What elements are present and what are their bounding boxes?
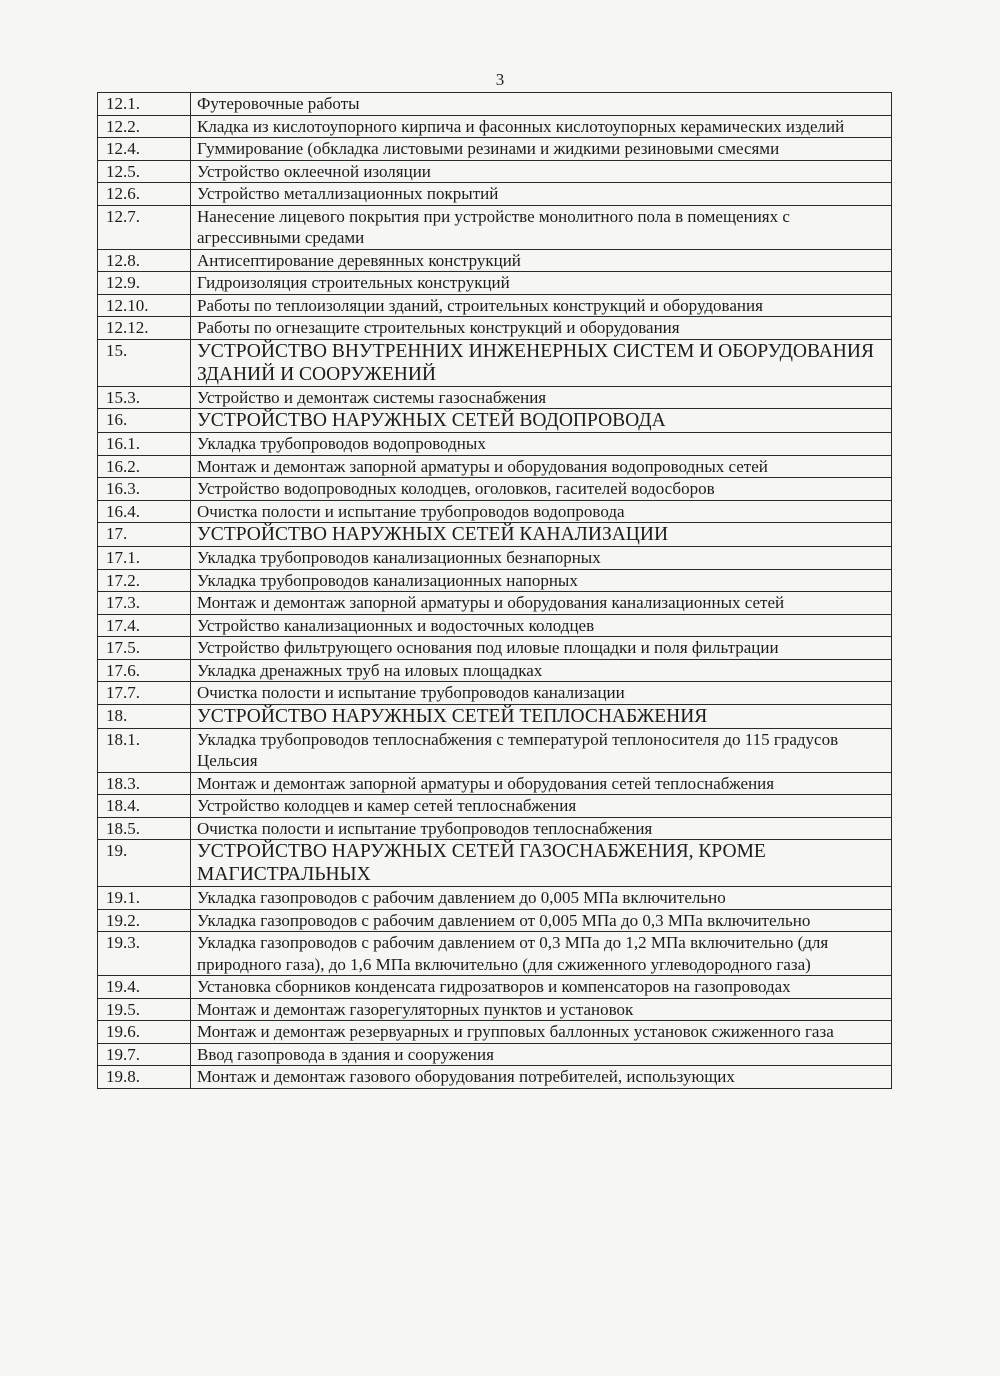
row-number: 19.6. [98, 1021, 191, 1044]
section-title: УСТРОЙСТВО ВНУТРЕННИХ ИНЖЕНЕРНЫХ СИСТЕМ И ОБОРУДОВАНИЯ ЗДАНИЙ И СООРУЖЕНИЙ [191, 339, 892, 386]
row-number: 12.4. [98, 138, 191, 161]
table-row [98, 569, 892, 592]
table-row [98, 909, 892, 932]
row-number: 15.3. [98, 386, 191, 409]
section-row [98, 704, 892, 728]
row-number: 18.1. [98, 728, 191, 772]
table-row [98, 183, 892, 206]
row-number: 12.1. [98, 93, 191, 116]
row-number: 17. [98, 523, 191, 547]
work-title: Очистка полости и испытание трубопроводов теплоснабжения [191, 817, 892, 840]
table-row [98, 386, 892, 409]
row-number: 17.3. [98, 592, 191, 615]
table-row [98, 317, 892, 340]
work-title: Укладка трубопроводов теплоснабжения с температурой теплоносителя до 115 градусов Цельсия [191, 728, 892, 772]
row-number: 18. [98, 704, 191, 728]
work-title: Монтаж и демонтаж запорной арматуры и оборудования канализационных сетей [191, 592, 892, 615]
work-title: Работы по огнезащите строительных конструкций и оборудования [191, 317, 892, 340]
row-number: 17.7. [98, 682, 191, 705]
table-row [98, 637, 892, 660]
table-row [98, 817, 892, 840]
row-number: 19.4. [98, 976, 191, 999]
work-title: Антисептирование деревянных конструкций [191, 249, 892, 272]
work-title: Устройство канализационных и водосточных колодцев [191, 614, 892, 637]
row-number: 16.1. [98, 433, 191, 456]
table-row [98, 500, 892, 523]
row-number: 16.4. [98, 500, 191, 523]
table-row [98, 659, 892, 682]
row-number: 19. [98, 840, 191, 887]
row-number: 15. [98, 339, 191, 386]
row-number: 17.2. [98, 569, 191, 592]
work-title: Устройство оклеечной изоляции [191, 160, 892, 183]
work-title: Укладка газопроводов с рабочим давлением от 0,005 МПа до 0,3 МПа включительно [191, 909, 892, 932]
work-title: Монтаж и демонтаж запорной арматуры и оборудования сетей теплоснабжения [191, 772, 892, 795]
section-title: УСТРОЙСТВО НАРУЖНЫХ СЕТЕЙ ТЕПЛОСНАБЖЕНИЯ [191, 704, 892, 728]
section-title: УСТРОЙСТВО НАРУЖНЫХ СЕТЕЙ КАНАЛИЗАЦИИ [191, 523, 892, 547]
work-title: Устройство и демонтаж системы газоснабжения [191, 386, 892, 409]
table-row [98, 887, 892, 910]
row-number: 18.4. [98, 795, 191, 818]
section-row [98, 339, 892, 386]
row-number: 19.8. [98, 1066, 191, 1089]
work-title: Устройство колодцев и камер сетей теплоснабжения [191, 795, 892, 818]
row-number: 12.8. [98, 249, 191, 272]
row-number: 16.3. [98, 478, 191, 501]
table-row [98, 138, 892, 161]
row-number: 12.9. [98, 272, 191, 295]
work-title: Установка сборников конденсата гидрозатворов и компенсаторов на газопроводах [191, 976, 892, 999]
section-title: УСТРОЙСТВО НАРУЖНЫХ СЕТЕЙ ВОДОПРОВОДА [191, 409, 892, 433]
row-number: 16.2. [98, 455, 191, 478]
work-title: Устройство фильтрующего основания под иловые площадки и поля фильтрации [191, 637, 892, 660]
row-number: 19.3. [98, 932, 191, 976]
row-number: 19.7. [98, 1043, 191, 1066]
work-title: Устройство водопроводных колодцев, оголовков, гасителей водосборов [191, 478, 892, 501]
row-number: 12.10. [98, 294, 191, 317]
table-row [98, 547, 892, 570]
row-number: 12.6. [98, 183, 191, 206]
work-title: Укладка трубопроводов водопроводных [191, 433, 892, 456]
work-title: Укладка газопроводов с рабочим давлением от 0,3 МПа до 1,2 МПа включительно (для природного газа), до 1,6 МПа включительно (для сжиженного углеводородного газа) [191, 932, 892, 976]
work-title: Гуммирование (обкладка листовыми резинами и жидкими резиновыми смесями [191, 138, 892, 161]
row-number: 17.1. [98, 547, 191, 570]
work-title: Нанесение лицевого покрытия при устройстве монолитного пола в помещениях с агрессивными средами [191, 205, 892, 249]
table-row [98, 1066, 892, 1089]
table-row [98, 478, 892, 501]
table-row [98, 998, 892, 1021]
works-table-body [98, 93, 892, 1089]
table-row [98, 682, 892, 705]
section-row [98, 840, 892, 887]
section-title: УСТРОЙСТВО НАРУЖНЫХ СЕТЕЙ ГАЗОСНАБЖЕНИЯ, КРОМЕ МАГИСТРАЛЬНЫХ [191, 840, 892, 887]
table-row [98, 1021, 892, 1044]
work-title: Гидроизоляция строительных конструкций [191, 272, 892, 295]
row-number: 19.1. [98, 887, 191, 910]
table-row [98, 115, 892, 138]
row-number: 19.2. [98, 909, 191, 932]
row-number: 17.6. [98, 659, 191, 682]
table-row [98, 272, 892, 295]
row-number: 18.3. [98, 772, 191, 795]
table-row [98, 772, 892, 795]
work-title: Монтаж и демонтаж газорегуляторных пунктов и установок [191, 998, 892, 1021]
work-title: Укладка газопроводов с рабочим давлением до 0,005 МПа включительно [191, 887, 892, 910]
table-row [98, 433, 892, 456]
work-title: Укладка дренажных труб на иловых площадках [191, 659, 892, 682]
work-title: Очистка полости и испытание трубопроводов водопровода [191, 500, 892, 523]
table-row [98, 932, 892, 976]
row-number: 16. [98, 409, 191, 433]
table-row [98, 1043, 892, 1066]
table-row [98, 294, 892, 317]
work-title: Монтаж и демонтаж запорной арматуры и оборудования водопроводных сетей [191, 455, 892, 478]
table-row [98, 795, 892, 818]
table-row [98, 976, 892, 999]
row-number: 17.4. [98, 614, 191, 637]
row-number: 12.7. [98, 205, 191, 249]
work-title: Футеровочные работы [191, 93, 892, 116]
table-row [98, 160, 892, 183]
table-row [98, 205, 892, 249]
work-title: Монтаж и демонтаж газового оборудования потребителей, использующих [191, 1066, 892, 1089]
table-row [98, 455, 892, 478]
table-row [98, 249, 892, 272]
section-row [98, 409, 892, 433]
row-number: 12.2. [98, 115, 191, 138]
row-number: 12.12. [98, 317, 191, 340]
table-row [98, 728, 892, 772]
works-table [97, 92, 892, 1089]
work-title: Укладка трубопроводов канализационных безнапорных [191, 547, 892, 570]
row-number: 17.5. [98, 637, 191, 660]
table-row [98, 614, 892, 637]
work-title: Укладка трубопроводов канализационных напорных [191, 569, 892, 592]
section-row [98, 523, 892, 547]
page-number: 3 [495, 70, 505, 89]
work-title: Кладка из кислотоупорного кирпича и фасонных кислотоупорных керамических изделий [191, 115, 892, 138]
row-number: 12.5. [98, 160, 191, 183]
table-row [98, 592, 892, 615]
work-title: Ввод газопровода в здания и сооружения [191, 1043, 892, 1066]
work-title: Устройство металлизационных покрытий [191, 183, 892, 206]
table-row [98, 93, 892, 116]
work-title: Работы по теплоизоляции зданий, строительных конструкций и оборудования [191, 294, 892, 317]
row-number: 18.5. [98, 817, 191, 840]
work-title: Монтаж и демонтаж резервуарных и групповых баллонных установок сжиженного газа [191, 1021, 892, 1044]
row-number: 19.5. [98, 998, 191, 1021]
work-title: Очистка полости и испытание трубопроводов канализации [191, 682, 892, 705]
